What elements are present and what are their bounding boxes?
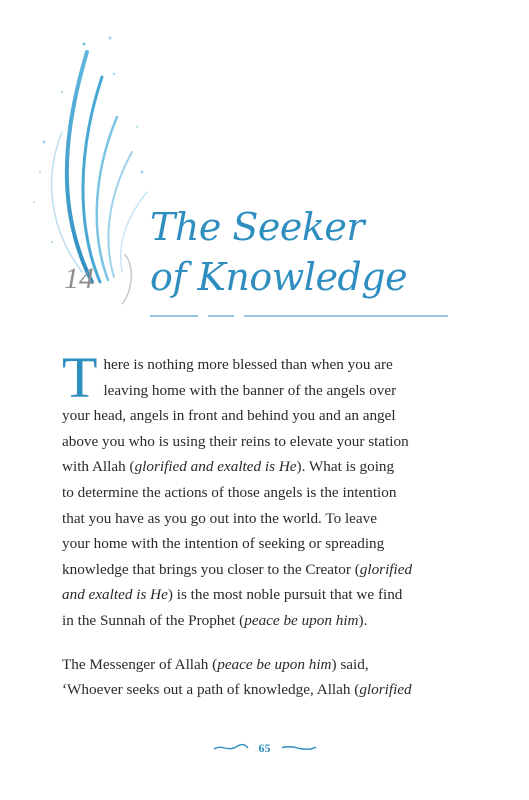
page-footer — [0, 740, 529, 756]
paragraph-1 — [62, 345, 457, 634]
text-line: above you who is using their reins to elevate your station — [62, 432, 409, 450]
text-run: ) said, — [331, 655, 369, 673]
text-line — [62, 582, 457, 608]
text-run: The Messenger of Allah ( — [62, 655, 218, 673]
page-number: 65 — [258, 740, 271, 755]
text-run: knowledge that brings you closer to the Creator ( — [62, 560, 360, 578]
honorific: glorified and exalted is He — [134, 458, 297, 476]
honorific: glorified — [359, 560, 413, 578]
honorific: peace be upon him — [244, 611, 359, 629]
text-run: ) is the most noble pursuit that we find — [167, 586, 403, 604]
drop-cap: T — [62, 345, 98, 410]
honorific: and exalted is He — [62, 586, 168, 604]
chapter-title — [150, 202, 480, 302]
text-line: leaving home with the banner of the angels over — [103, 381, 397, 399]
text-line: your head, angels in front and behind you and an angel — [62, 407, 396, 425]
left-swash-ornament — [212, 743, 250, 753]
text-run: ). — [358, 611, 368, 629]
body-text — [62, 345, 457, 703]
text-line — [62, 652, 457, 678]
text-line: here is nothing more blessed than when you are — [103, 356, 393, 373]
text-line: that you have as you go out into the world. To leave — [62, 509, 377, 527]
text-line — [62, 557, 457, 583]
honorific: peace be upon him — [217, 655, 332, 673]
text-line — [62, 677, 457, 703]
text-line — [62, 608, 457, 634]
honorific: glorified — [359, 681, 412, 699]
text-line: your home with the intention of seeking or spreading — [62, 535, 385, 553]
text-run: in the Sunnah of the Prophet ( — [62, 611, 245, 629]
text-run: ‘Whoever seeks out a path of knowledge, Allah ( — [62, 681, 360, 699]
text-run: ). What is going — [296, 458, 395, 476]
right-swash-ornament — [280, 743, 318, 753]
chapter-title-line-2: of Knowledge — [150, 255, 408, 299]
chapter-number: 14 — [64, 262, 94, 295]
paragraph-2 — [62, 652, 457, 703]
text-line — [62, 454, 457, 480]
title-underline — [150, 313, 448, 319]
chapter-title-line-1: The Seeker — [150, 205, 365, 249]
text-run: with Allah ( — [62, 458, 135, 476]
text-line: to determine the actions of those angels is the intention — [62, 483, 397, 501]
